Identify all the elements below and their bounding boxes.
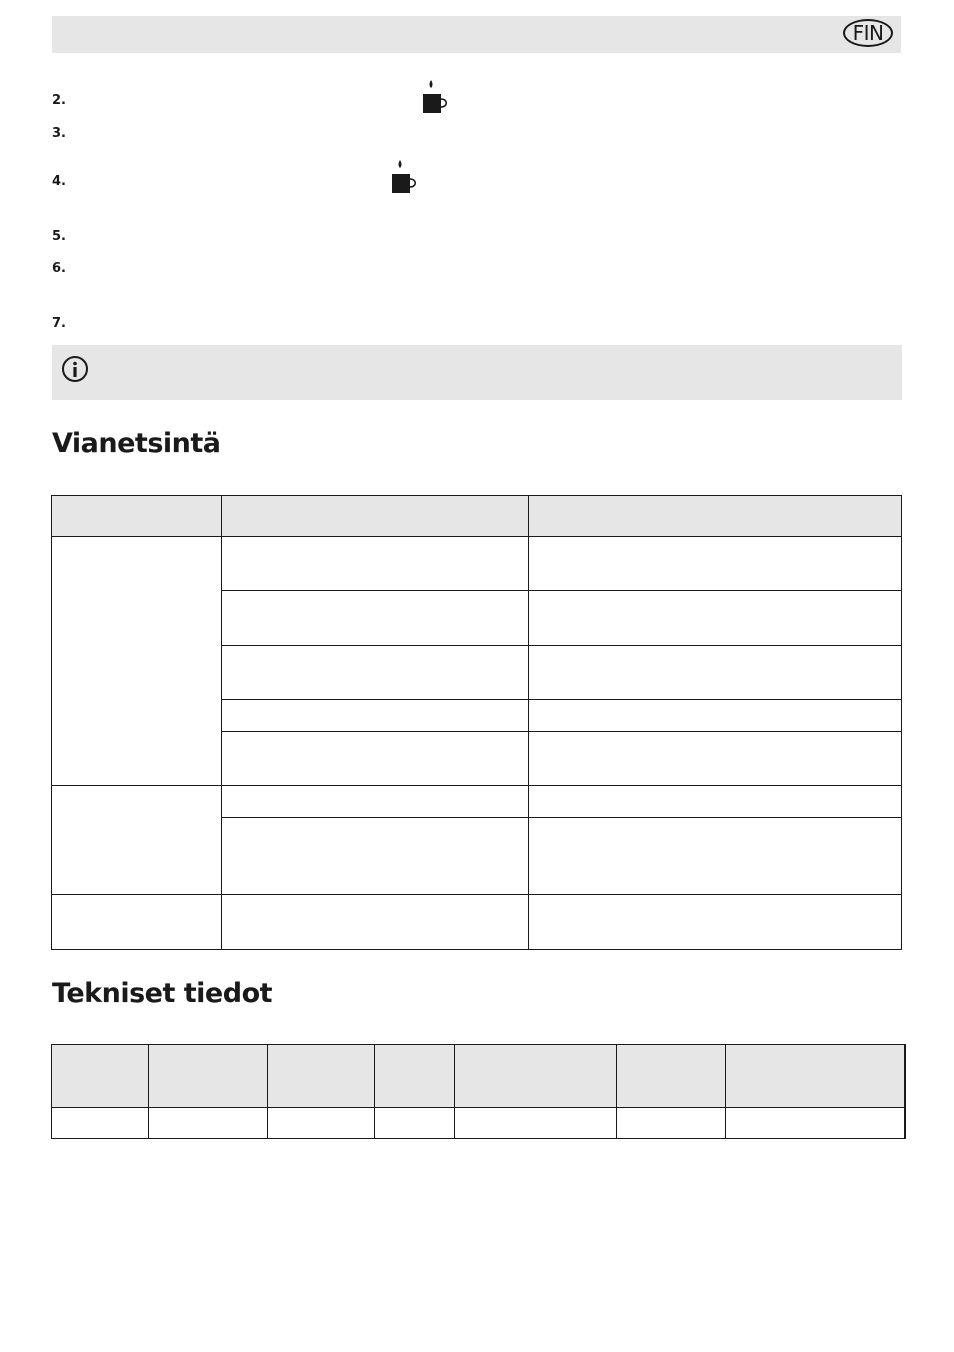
table-cell (455, 1108, 617, 1139)
table-cell (222, 732, 529, 786)
step-number: 2. (52, 93, 66, 108)
table-cell (529, 591, 902, 646)
table-cell (52, 537, 222, 786)
table-cell (268, 1045, 375, 1108)
header-bar (52, 16, 901, 53)
table-header-row (52, 1045, 905, 1108)
table-cell (222, 786, 529, 818)
table-cell (617, 1108, 726, 1139)
table-cell (529, 537, 902, 591)
step-number: 5. (52, 229, 66, 244)
technical-data-table (51, 1044, 906, 1139)
table-cell (222, 700, 529, 732)
table-row (52, 786, 902, 818)
table-row (52, 1108, 905, 1139)
step-number: 7. (52, 316, 66, 331)
table-cell (222, 818, 529, 895)
note-box (52, 345, 902, 400)
table-cell (268, 1108, 375, 1139)
coffee-cup-icon (390, 159, 420, 195)
table-cell (222, 591, 529, 646)
table-cell (617, 1045, 726, 1108)
troubleshooting-table (51, 495, 902, 950)
table-cell (52, 895, 222, 950)
step-number: 4. (52, 174, 66, 189)
table-cell (726, 1108, 905, 1139)
troubleshooting-heading: Vianetsintä (52, 428, 221, 459)
info-icon (61, 355, 89, 383)
table-cell (529, 646, 902, 700)
table-cell (529, 732, 902, 786)
table-cell (52, 1045, 149, 1108)
table-cell (52, 786, 222, 895)
table-cell (529, 496, 902, 537)
table-cell (529, 700, 902, 732)
table-cell (149, 1045, 268, 1108)
language-badge: FIN (843, 19, 893, 47)
table-cell (529, 895, 902, 950)
table-cell (455, 1045, 617, 1108)
step-number: 3. (52, 126, 66, 141)
table-cell (529, 818, 902, 895)
table-cell (222, 895, 529, 950)
table-cell (529, 786, 902, 818)
table-cell (222, 646, 529, 700)
table-cell (222, 496, 529, 537)
table-cell (149, 1108, 268, 1139)
table-row (52, 895, 902, 950)
table-cell (375, 1045, 455, 1108)
step-number: 6. (52, 261, 66, 276)
table-row (52, 537, 902, 591)
table-cell (222, 537, 529, 591)
technical-data-heading: Tekniset tiedot (52, 978, 273, 1009)
table-header-row (52, 496, 902, 537)
table-cell (375, 1108, 455, 1139)
table-cell (52, 496, 222, 537)
table-cell (726, 1045, 905, 1108)
table-cell (52, 1108, 149, 1139)
coffee-cup-icon (421, 79, 451, 115)
